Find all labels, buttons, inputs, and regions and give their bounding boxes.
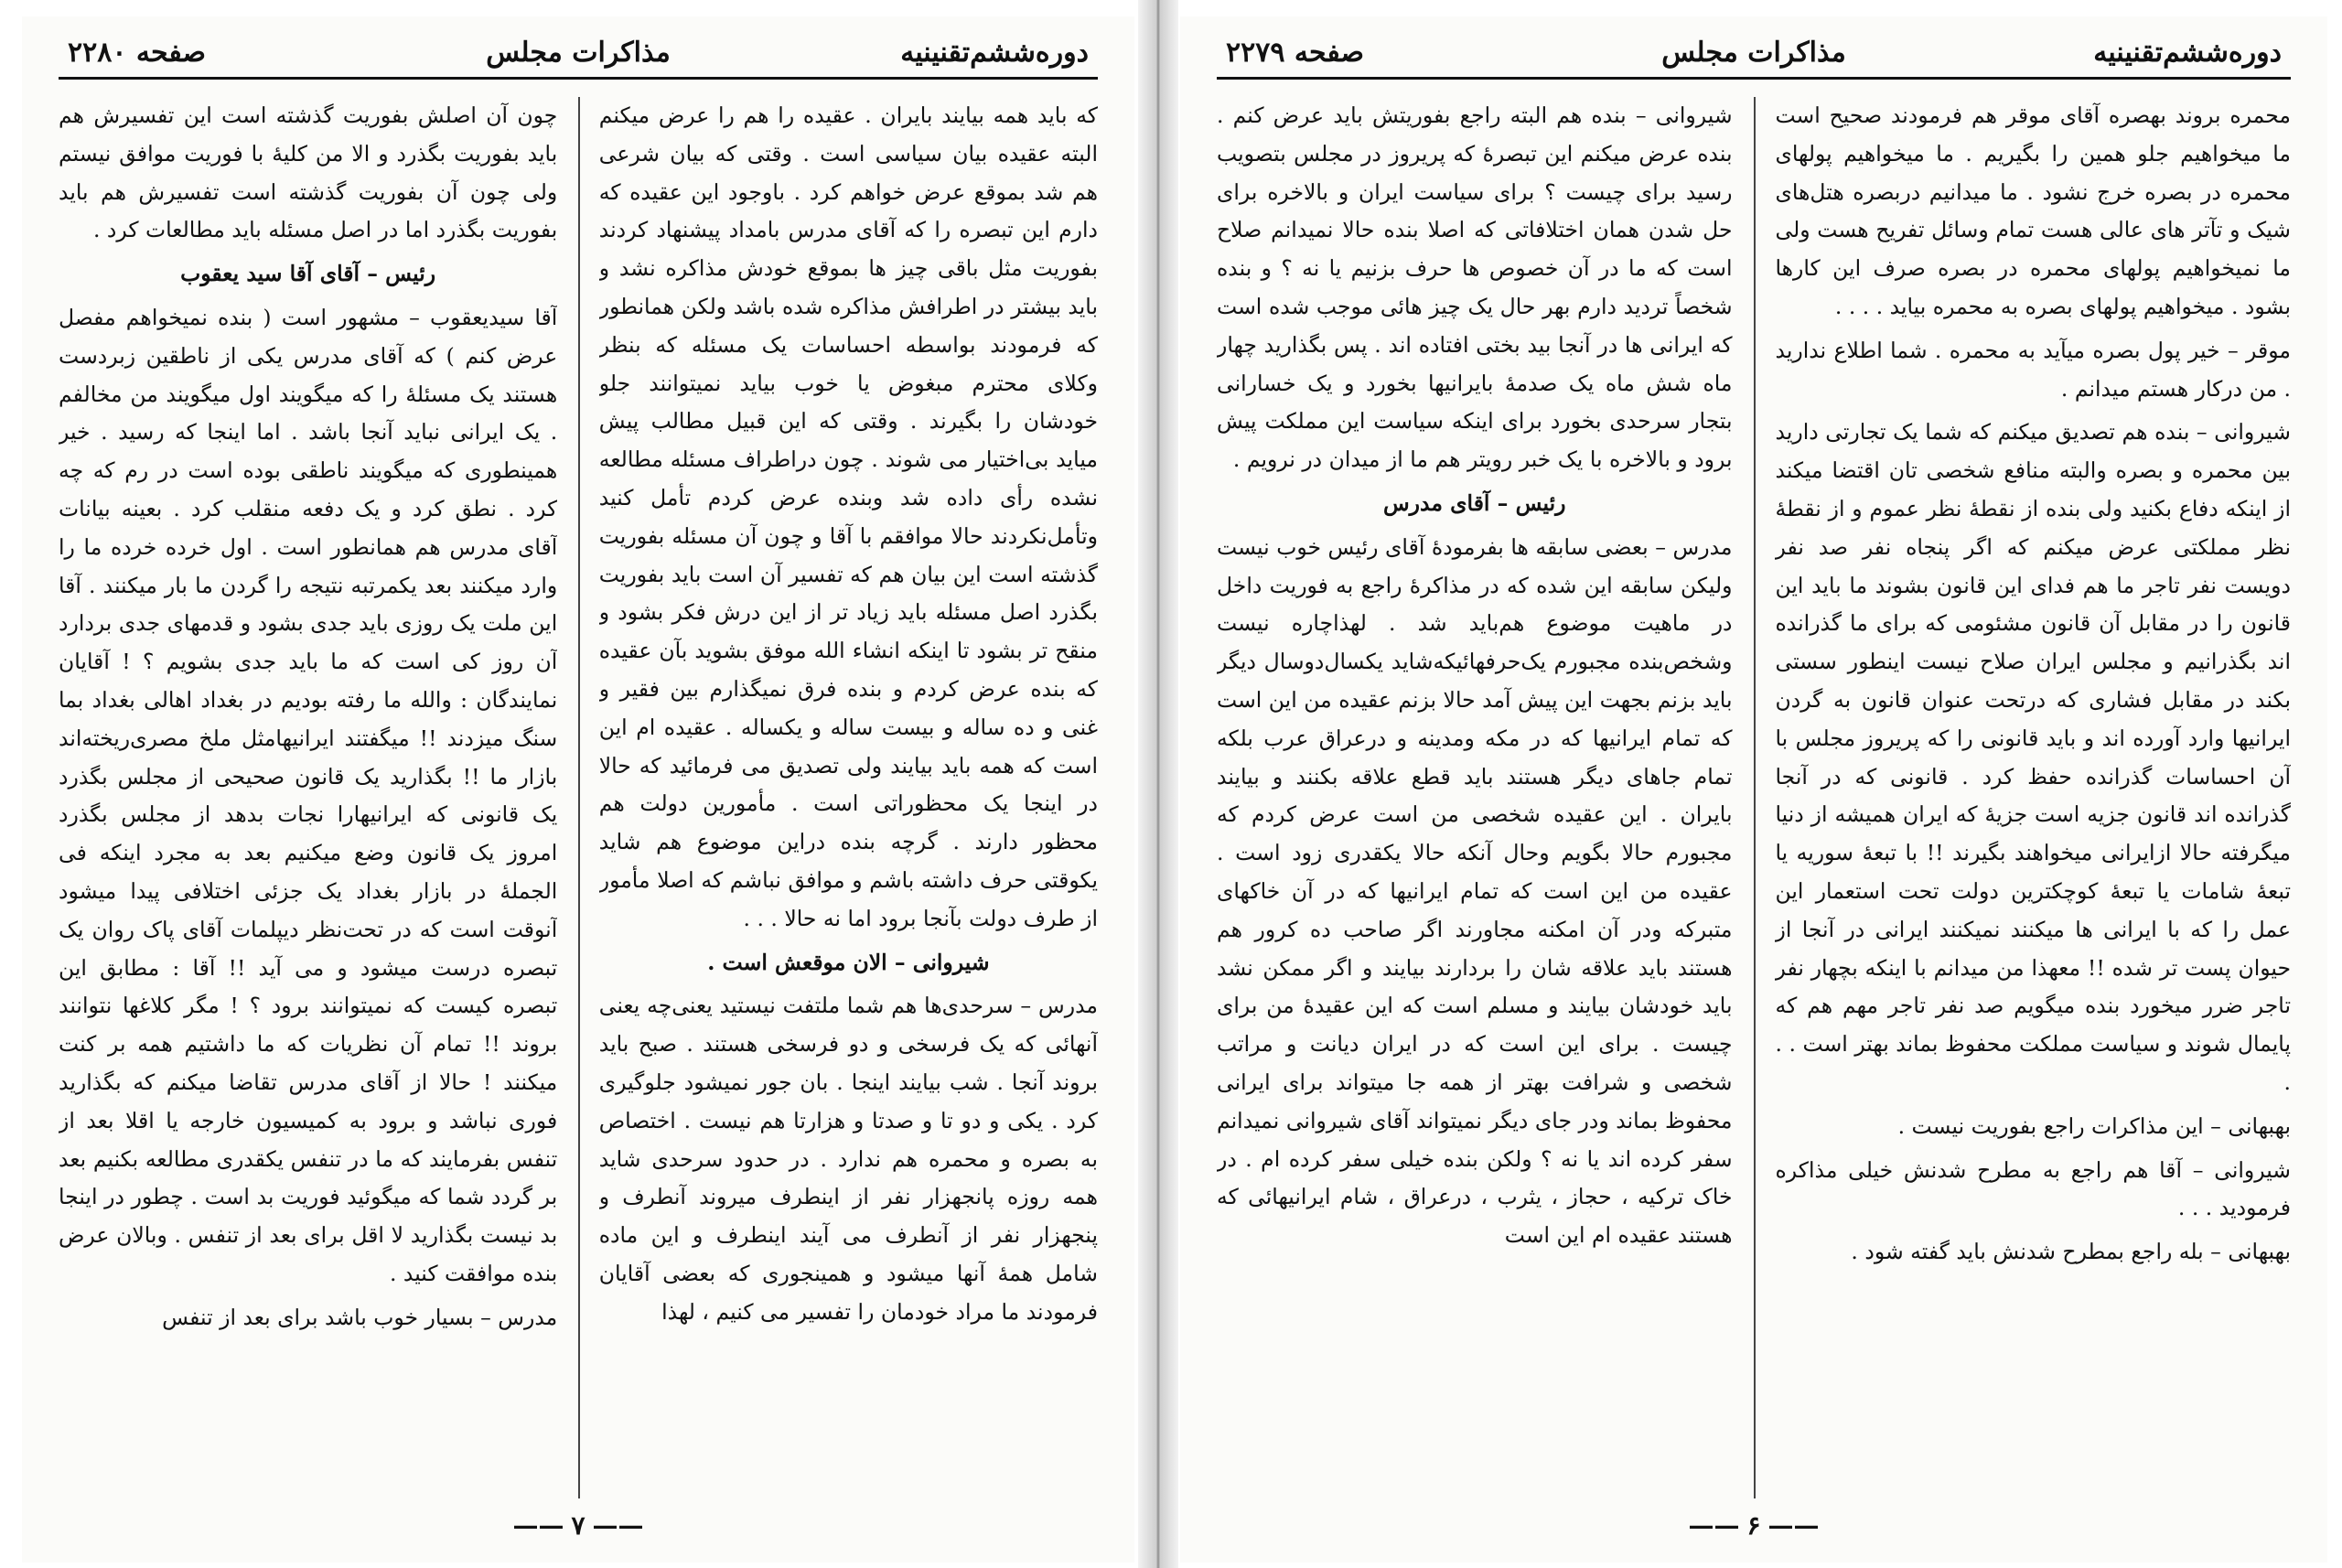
left-header-title: مذاکرات مجلس — [486, 37, 671, 69]
left-page-header — [59, 29, 1098, 80]
left-page-right-column — [599, 97, 1098, 1498]
book-gutter — [1138, 0, 1178, 1568]
right-page-columns — [1217, 97, 2291, 1498]
speaker-heading: رئیس – آقای مدرس — [1383, 489, 1566, 516]
right-page-header — [1217, 29, 2291, 80]
paragraph: محمره بروند بهصره آقای موقر هم فرمودند صحیح است ما میخواهیم جلو همین را بگیریم . ما میخواهیم پولهای محمره در بصره خرج نشود . ما میدانیم دربصره هتل‌های شیک و تآتر های عالی هست تمام وسائل تفریح هست ولی ما نمیخواهیم پولهای محمره در بصره صرف این کارها بشود . میخواهیم پولهای بصره به محمره بیاید . . . . — [1775, 102, 2291, 319]
paragraph: که باید همه بیایند بایران . عقیده را هم را عرض میکنم البته عقیده بیان سیاسی است . وقتی که بیان شرعی هم شد بموقع عرض خواهم کرد . باوجود این عقیده که دارم این تبصره را که آقای مدرس بامداد پیشنهاد کردند بفوریت مثل باقی چیز ها بموقع خودش مذاکره نشد و باید بیشتر در اطرافش مذاکره شده باشد ولکن همانطور که فرمودند بواسطه احساسات یک مسئله که بنظر وکلای محترم مبغوض یا خوب بیاید نمیتوانند جلو خودشان را بگیرند . وقتی که این قبیل مطالب پیش میاید بی‌اختیار می شوند . چون دراطراف مسئله مطالعه نشده رأی داده شد وبنده عرض کردم تأمل کنید وتأمل‌نکردند حالا موافقم با آقا و چون آن مسئله بفوریت گذشته است این بیان هم که تفسیر آن است باید بفوریت بگذرد اصل مسئله باید زیاد تر از این درش فکر بشود و منقح تر بشود تا اینکه انشاء الله موفق بشوید بآن عقیده که بنده عرض کردم و بنده فرق نمیگذارم بین فقیر و غنی و ده ساله و بیست ساله و یکساله . عقیده ام این است که همه باید بیایند ولی تصدیق می فرمائید که حالا در اینجا یک محظوراتی است . مأمورین دولت هم محظور دارند . گرچه بنده دراین موضوع هم شاید یکوقتی حرف داشته باشم و موافق نباشم که اصلا مأمور از طرف دولت بآنجا برود اما نه حالا . . . — [598, 102, 1098, 931]
column-divider — [1754, 97, 1756, 1498]
left-page — [22, 16, 1134, 1563]
paragraph: مدرس – سرحدی‌ها هم شما ملتفت نیستید یعنی‌چه یعنی آنهائی که یک فرسخی و دو فرسخی هستند . صبح باید بروند آنجا . شب بیایند اینجا . بان جور نمیشود جلوگیری کرد . یکی و دو تا و صدتا و هزارتا هم نیست . اختصاص به بصره و محمره هم ندارد . در حدود سرحدی شاید همه روزه پانجهزار نفر از اینطرف میروند آنطرف و پنجهزار نفر از آنطرف می آیند اینطرف و این ماده شامل همهٔ آنها میشود و همینجوری که بعضی آقایان فرمودند ما مراد خودمان را تفسیر می کنیم ، لهذا — [598, 993, 1098, 1325]
speaker-heading: شیروانی – الان موقعش است . — [707, 949, 990, 975]
right-header-session: دوره‌ششم‌تقنینیه — [2093, 37, 2282, 69]
speaker-heading: رئیس – آقای آقا سید یعقوب — [180, 261, 436, 287]
paragraph: شیروانی – بنده هم البته راجع بفوریتش باید عرض کنم . بنده عرض میکنم این تبصرهٔ که پریروز در مجلس بتصویب رسید برای چیست ؟ برای سیاست ایران و بالاخره برای حل شدن همان اختلافاتی که اصلا بنده حالا نمیدانم صلاح است که ما در آن خصوص ها حرف بزنیم یا نه ؟ و بنده شخصاً تردید دارم بهر حال یک چیز هائی موجب شده است که ایرانی ها در آنجا بید بختی افتاده اند . پس بگذارید چهار ماه شش ماه یک صدمهٔ بایرانیها بخورد و یک خسارانی بتجار سرحدی بخورد برای اینکه سیاست این مملکت پیش برود و بالاخره با یک خبر رویتر هم ما از میدان در نرویم . — [1217, 102, 1733, 473]
left-page-columns — [59, 97, 1098, 1498]
column-divider — [578, 97, 580, 1498]
paragraph: بهبهانی – این مذاکرات راجع بفوریت نیست . — [1897, 1112, 2291, 1139]
paragraph: چون آن اصلش بفوریت گذشته است این تفسیرش هم باید بفوریت بگذرد و الا من کلیهٔ با فوریت موافق نیستم ولی چون آن بفوریت گذشته است تفسیرش هم باید بفوریت بگذرد اما در اصل مسئله باید مطالعات کرد . — [59, 102, 558, 243]
right-page-right-column — [1775, 97, 2291, 1498]
left-page-left-column — [59, 97, 557, 1498]
paragraph: مدرس – بسیار خوب باشد برای بعد از تنفس — [162, 1304, 558, 1330]
paragraph: بهبهانی – بله راجع بمطرح شدنش باید گفته شود . — [1851, 1239, 2291, 1265]
left-header-session: دوره‌ششم‌تقنینیه — [900, 37, 1089, 69]
paragraph: آقا سیدیعقوب – مشهور است ( بنده نمیخواهم مفصل عرض کنم ) که آقای مدرس یکی از ناطقین زبردست هستند یک مسئلهٔ را که میگویند اول میگویند من مخالفم . یک ایرانی نباید آنجا باشد . اما اینجا که رسید . خیر همینطوری که میگویند ناطقی بوده است در رم که چه کرد . نطق کرد و یک دفعه منقلب کرد . بعینه بیانات آقای مدرس هم همانطور است . اول خرده خرده ما را وارد میکنند بعد یکمرتبه نتیجه را گردن ما بار میکنند . آقا این ملت یک روزی باید جدی بشود و قدمهای جدی بردارد آن روز کی است که ما باید جدی بشویم ؟ ! آقایان نمایندگان : والله ما رفته بودیم در بغداد اهالی بغداد بما سنگ میزدند !! میگفتند ایرانیهامثل ملخ مصری‌ریخته‌اند بازار ما !! بگذارید یک قانون صحیحی از مجلس بگذرد یک قانونی که ایرانیهارا نجات بدهد از مجلس بگذرد امروز یک قانون وضع میکنیم بعد به مجرد اینکه فی الجملهٔ در بازار بغداد یک جزئی اختلافی پیدا میشود آنوقت است که در تحت‌نظر دیپلمات آقای پاک روان یک تبصره درست میشود و می آید !! آقا : مطابق این تبصره کیست که نمیتوانند برود ؟ ! مگر کلاغها نتوانند بروند !! تمام آن نظریات که ما داشتیم همه بر کنت میکنند ! حالا از آقای مدرس تقاضا میکنم که بگذارید فوری نباشد و برود به کمیسیون خارجه یا اقلا بعد از تنفس بفرمایند که ما در تنفس یکقدری مطالعه بکنیم بعد بر گردد شما که میگوئید فوریت بد است . چطور در اینجا بد نیست بگذارید لا اقل برای بعد از تنفس . وبالان عرض بنده موافقت کنید . — [59, 304, 558, 1286]
right-page-left-column — [1217, 97, 1733, 1498]
right-header-page-number: صفحه ۲۲۷۹ — [1226, 37, 1364, 69]
paragraph: موقر – خیر پول بصره میآید به محمره . شما اطلاع ندارید . من درکار هستم میدانم . — [1775, 337, 2291, 402]
right-page-footer-number: —— ۶ —— — [1180, 1510, 2327, 1541]
paragraph: شیروانی – بنده هم تصدیق میکنم که شما یک تجارتی دارید بین محمره و بصره والبته منافع شخصی تان اقتضا میکند از اینکه دفاع بکنید ولی بنده از نقطهٔ نظر عموم و از نقطهٔ نظر مملکتی عرض میکنم که اگر پنجاه نفر صد نفر دویست نفر تاجر ما هم فدای این قانون بشوند ما باید این قانون را در مقابل آن قانون مشئومی که برای ما گذرانده اند بگذرانیم و مجلس ایران صلاح نیست اینطور سستی بکند در مقابل فشاری که درتحت عنوان قانون به گردن ایرانیها وارد آورده اند و باید قانونی را که پریروز مجلس با آن احساسات گذرانده حفظ کرد . قانونی که در آنجا گذرانده اند قانون جزیه است جزیهٔ که ایران همیشه از دنیا میگرفته حالا ازایرانی میخواهند بگیرند !! با تبعهٔ سوریه یا تبعهٔ شامات یا تبعهٔ کوچکترین دولت تحت استعمار این عمل را که با ایرانی ها میکنند نمیکنند ایرانی در آنجا از حیوان پست تر شده !! معهذا من میدانم با اینکه بچهار نفر تاجر ضرر میخورد بنده میگویم صد نفر تاجر مهم هم که پایمال شوند و سیاست مملکت محفوظ بماند بهتر است . . . — [1775, 419, 2291, 1095]
right-page — [1180, 16, 2327, 1563]
right-header-title: مذاکرات مجلس — [1661, 37, 1846, 69]
paragraph: شیروانی – آقا هم راجع به مطرح شدنش خیلی مذاکره فرمودید . . . — [1775, 1156, 2291, 1221]
left-page-footer-number: —— ۷ —— — [22, 1510, 1134, 1541]
paragraph: مدرس – بعضی سابقه ها بفرمودهٔ آقای رئیس خوب نیست ولیکن سابقه این شده که در مذاکرهٔ راجع به فوریت داخل در ماهیت موضوع هم‌باید شد . لهذاچاره نیست وشخص‌بنده مجبورم یک‌حرفهائیکه‌شاید یکسال‌دوسال دیگر باید بزنم بجهت این پیش آمد حالا بزنم عقیده من این است که تمام ایرانیها که در مکه ومدینه و درعراق عرب بلکه تمام جاهای دیگر هستند باید قطع علاقه بکنند و بیایند بایران . این عقیده شخصی من است عرض کردم که مجبورم حالا بگویم وحال آنکه حالا یکقدری زود است . عقیده من این است که تمام ایرانیها که در آن خاکهای متبرکه ودر آن امکنه مجاورند اگر صاحب ده کرور هم هستند باید علاقه شان را بردارند بیایند و اگر ممکن نشد باید خودشان بیایند و مسلم است که این عقیدهٔ من برای چیست . برای این است که در ایران دیانت و مراتب شخصی و شرافت بهتر از همه جا میتواند برای ایرانی محفوظ بماند ودر جای دیگر نمیتواند آقای شیروانی نمیدانم سفر کرده اند یا نه ؟ ولکن بنده خیلی سفر کرده ام . در خاک ترکیه ، حجاز ، یثرب ، درعراق ، شام ایرانیهائی که هستند عقیده ام این است — [1217, 533, 1733, 1249]
left-header-page-number: صفحه ۲۲۸۰ — [68, 37, 206, 69]
